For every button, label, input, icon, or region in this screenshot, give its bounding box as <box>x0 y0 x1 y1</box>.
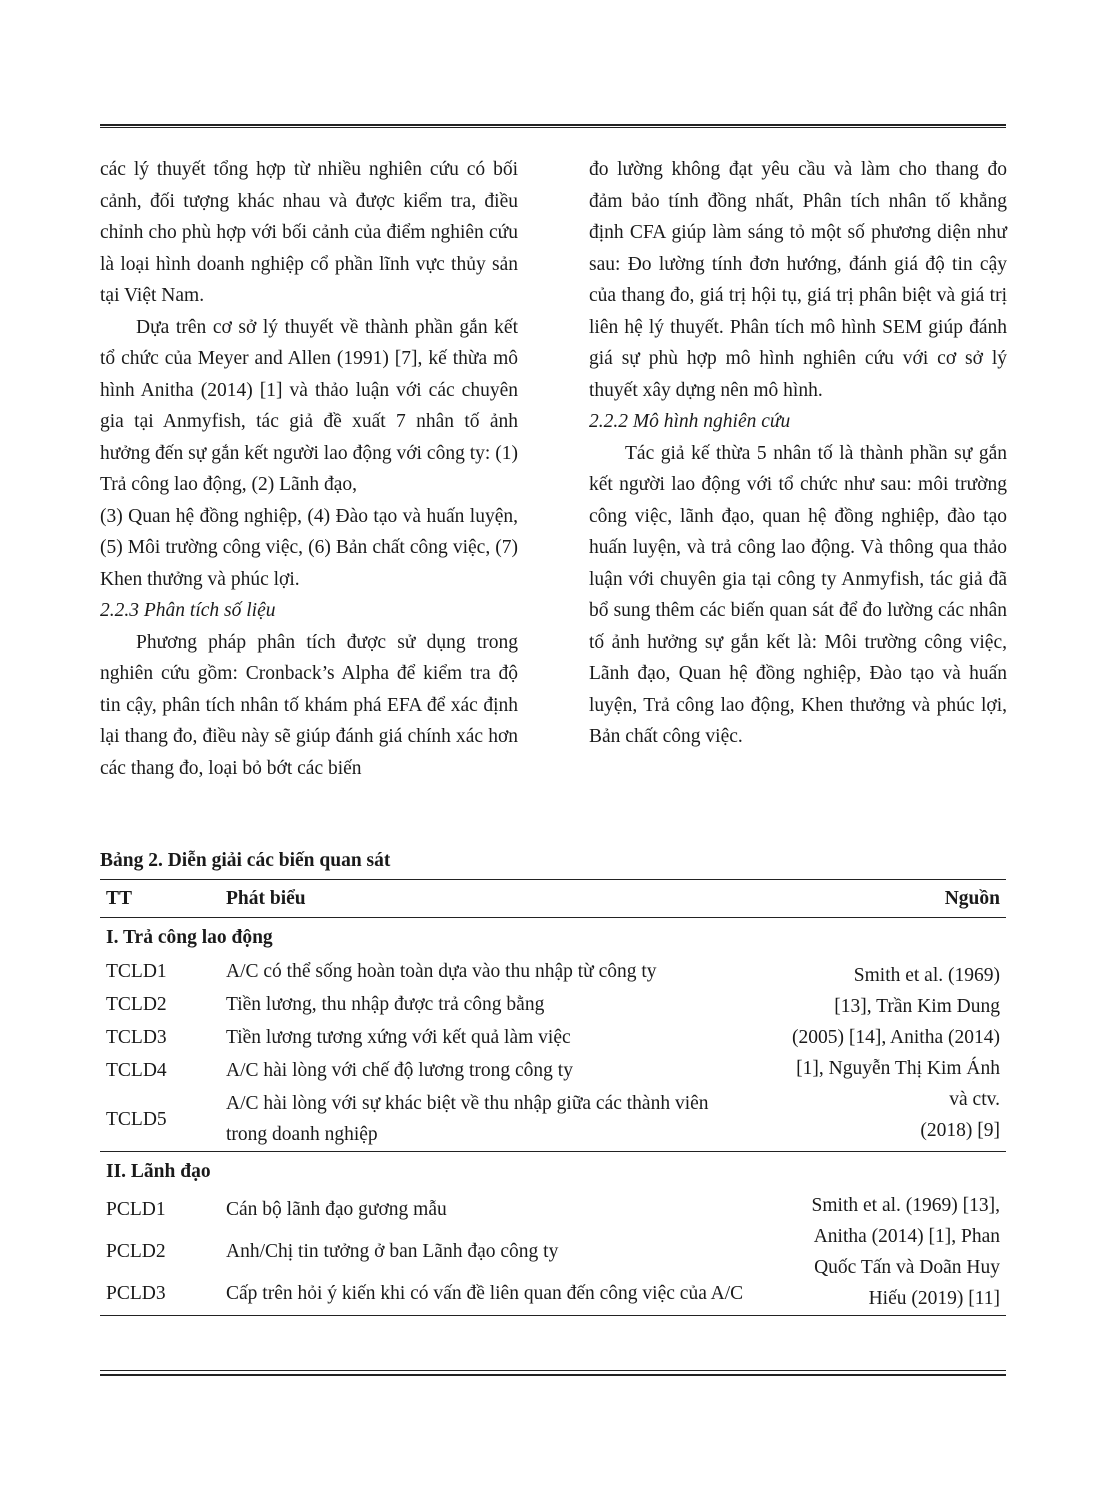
left-paragraph-1: các lý thuyết tổng hợp từ nhiều nghiên cứu có bối cảnh, đối tượng khác nhau và được kiểm tra, điều chỉnh cho phù hợp với bối cảnh của điểm nghiên cứu là loại hình doanh nghiệp cổ phần lĩnh vực thủy sản tại Việt Nam. <box>100 159 518 306</box>
source-line: Smith et al. (1969) [13], <box>811 1195 1000 1216</box>
row-statement: Anh/Chị tin tưởng ở ban Lãnh đạo công ty <box>226 1241 559 1263</box>
row-code: TCLD4 <box>106 1060 167 1081</box>
row-statement: A/C hài lòng với chế độ lương trong công ty <box>226 1060 573 1081</box>
source-line: (2005) [14], Anitha (2014) <box>792 1027 1000 1048</box>
row-code: TCLD2 <box>106 994 167 1015</box>
row-code: PCLD3 <box>100 1273 220 1316</box>
row-code: TCLD1 <box>106 961 167 982</box>
section-title: II. Lãnh đạo <box>100 1152 1006 1190</box>
source-line: [13], Trần Kim Dung <box>834 996 1000 1017</box>
left-paragraph-4: Phương pháp phân tích được sử dụng trong nghiên cứu gồm: Cronback’s Alpha để kiểm tra độ tin cậy, phân tích nhân tố khám phá EFA để xác định lại thang đo, điều này sẽ giúp đánh giá chính xác hơn các thang đo, loại bỏ bớt các biến <box>100 631 518 779</box>
source-line: Quốc Tấn và Doãn Huy <box>814 1257 1000 1278</box>
section-heading-2-2-3: 2.2.3 Phân tích số liệu <box>100 600 276 621</box>
table-header-row <box>100 880 1006 918</box>
table-caption: Bảng 2. Diễn giải các biến quan sát <box>100 850 391 871</box>
row-code: TCLD3 <box>106 1027 167 1048</box>
row-source <box>750 955 1006 1152</box>
left-paragraph-3: (3) Quan hệ đồng nghiệp, (4) Đào tạo và huấn luyện, (5) Môi trường công việc, (6) Bản chất công việc, (7) Khen thưởng và phúc lợi. <box>100 505 518 590</box>
right-column <box>589 154 1007 753</box>
section-row-lanh-dao <box>100 1152 1006 1190</box>
row-statement: A/C có thể sống hoàn toàn dựa vào thu nhập từ công ty <box>226 961 657 982</box>
row-statement: Cán bộ lãnh đạo gương mẫu <box>226 1199 447 1221</box>
bottom-rule <box>100 1370 1006 1376</box>
row-statement: Cấp trên hỏi ý kiến khi có vấn đề liên quan đến công việc của A/C <box>220 1273 750 1316</box>
header-source: Nguồn <box>750 880 1006 918</box>
source-line: (2018) [9] <box>920 1120 1000 1141</box>
source-line: Smith et al. (1969) <box>853 965 1000 986</box>
table-row <box>100 1189 1006 1231</box>
source-line: và ctv. <box>949 1089 1000 1110</box>
source-line: Anitha (2014) [1], Phan <box>813 1226 1000 1247</box>
row-code: TCLD5 <box>106 1108 167 1130</box>
left-paragraph-2: Dựa trên cơ sở lý thuyết về thành phần gắn kết tổ chức của Meyer and Allen (1991) [7], kế thừa mô hình Anitha (2014) [1] và thảo luận với các chuyên gia tại Anmyfish, tác giả đề xuất 7 nhân tố ảnh hưởng đến sự gắn kết người lao động với công ty: (1) Trả công lao động, (2) Lãnh đạo, <box>100 316 518 495</box>
top-rule <box>100 124 1006 128</box>
source-line: Hiếu (2019) [11] <box>868 1288 1000 1309</box>
section-heading-2-2-2: 2.2.2 Mô hình nghiên cứu <box>589 411 791 432</box>
header-statement: Phát biểu <box>220 880 750 918</box>
observed-variables-table <box>100 879 1006 1316</box>
section-row-tra-cong <box>100 918 1006 956</box>
row-statement: Tiền lương, thu nhập được trả công bằng <box>226 994 545 1015</box>
left-column <box>100 154 518 784</box>
section-title: I. Trả công lao động <box>106 927 273 948</box>
right-paragraph-1: đo lường không đạt yêu cầu và làm cho thang đo đảm bảo tính đồng nhất, Phân tích nhân tố khẳng định CFA giúp làm sáng tỏ một số phương diện như sau: Đo lường tính đơn hướng, đánh giá độ tin cậy của thang đo, giá trị hội tụ, giá trị phân biệt và giá trị liên hệ lý thuyết. Phân tích mô hình SEM giúp đánh giá sự phù hợp mô hình nghiên cứu với cơ sở lý thuyết xây dựng nên mô hình. <box>589 159 1007 401</box>
row-statement: Tiền lương tương xứng với kết quả làm việc <box>226 1027 571 1048</box>
right-paragraph-2: Tác giả kế thừa 5 nhân tố là thành phần sự gắn kết người lao động với tổ chức như sau: môi trường công việc, lãnh đạo, quan hệ đồng nghiệp, đào tạo huấn luyện, và trả công lao động. Và thông qua thảo luận với chuyên gia tại công ty Anmyfish, tác giả đã bổ sung thêm các biến quan sát để đo lường các nhân tố ảnh hưởng sự gắn kết là: Môi trường công việc, Lãnh đạo, Quan hệ đồng nghiệp, Đào tạo và huấn luyện, Trả công lao động, Khen thưởng và phúc lợi, Bản chất công việc. <box>589 442 1007 747</box>
row-statement: A/C hài lòng với sự khác biệt về thu nhập giữa các thành viên trong doanh nghiệp <box>226 1093 709 1145</box>
row-code: PCLD1 <box>106 1199 166 1221</box>
table-row <box>100 955 1006 988</box>
row-source <box>750 1189 1006 1316</box>
header-tt: TT <box>100 880 220 918</box>
row-code: PCLD2 <box>106 1241 166 1263</box>
source-line: [1], Nguyễn Thị Kim Ánh <box>796 1058 1000 1079</box>
